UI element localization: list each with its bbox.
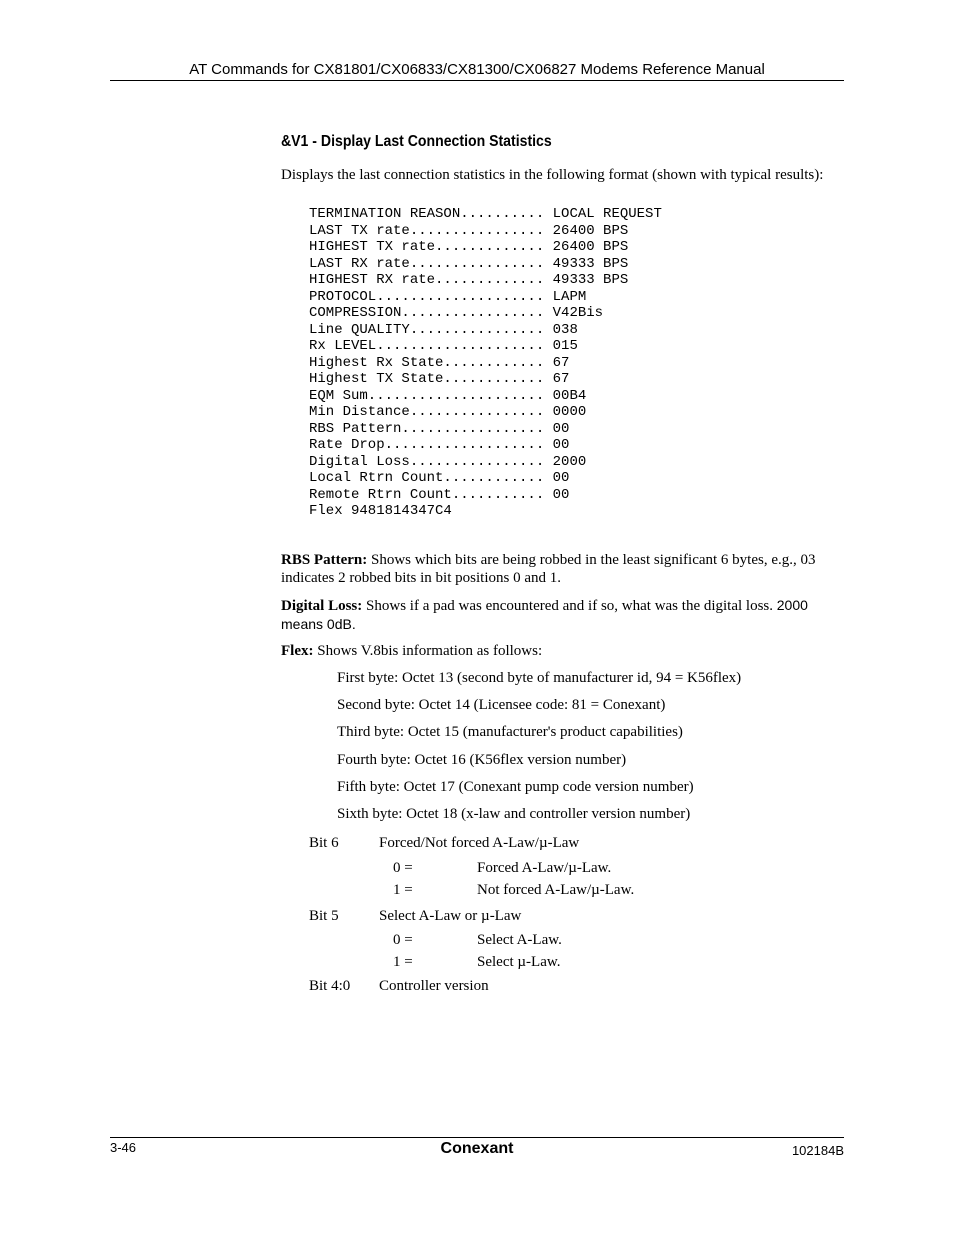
stat-line: Flex 9481814347C4 <box>309 503 452 519</box>
digital-loss-tail: 2000 means 0dB. <box>281 597 808 632</box>
stat-line: LAST RX rate................ 49333 BPS <box>309 255 629 272</box>
byte-item: Fourth byte: Octet 16 (K56flex version number) <box>337 752 627 768</box>
stat-line: Local Rtrn Count............ 00 <box>309 470 570 486</box>
footer-company: Conexant <box>440 1140 514 1157</box>
header-rule <box>110 80 844 81</box>
bit5-value-1: 1 = <box>393 954 413 970</box>
byte-item: First byte: Octet 13 (second byte of manufacturer id, 94 = K56flex) <box>337 670 742 686</box>
byte-item: Fifth byte: Octet 17 (Conexant pump code version number) <box>337 779 694 795</box>
flex-term: Flex: <box>281 643 314 659</box>
stat-line: HIGHEST RX rate............. 49333 BPS <box>309 272 629 288</box>
stat-line: EQM Sum..................... 00B4 <box>309 387 587 404</box>
digital-loss-text: Shows if a pad was encountered and if so, what was the digital loss. <box>362 598 777 614</box>
stat-line: RBS Pattern................. 00 <box>309 420 570 437</box>
stat-line: Rate Drop................... 00 <box>309 437 570 453</box>
digital-loss-paragraph <box>281 596 841 634</box>
stat-line: LAST TX rate................ 26400 BPS <box>309 222 629 239</box>
byte-item: Third byte: Octet 15 (manufacturer's product capabilities) <box>337 724 683 740</box>
stat-line: HIGHEST TX rate............. 26400 BPS <box>309 239 629 255</box>
bit5-value-0-desc: Select A-Law. <box>477 932 562 948</box>
bit6-value-1: 1 = <box>393 882 413 898</box>
stat-line: COMPRESSION................. V42Bis <box>309 305 604 321</box>
stat-line: PROTOCOL.................... LAPM <box>309 288 587 305</box>
stat-line: Rx LEVEL.................... 015 <box>309 338 578 354</box>
footer-doc-number: 102184B <box>791 1143 844 1158</box>
byte-item: Sixth byte: Octet 18 (x-law and controller version number) <box>337 806 691 822</box>
bit5-label: Bit 5 <box>309 908 339 924</box>
footer-rule <box>110 1137 844 1138</box>
stat-line: Min Distance................ 0000 <box>309 404 587 420</box>
rbs-pattern-text: Shows which bits are being robbed in the least significant 6 bytes, e.g., 03 indicates 2 robbed bits in bit positions 0 and 1. <box>281 552 816 586</box>
flex-text: Shows V.8bis information as follows: <box>313 643 543 659</box>
bit6-desc: Forced/Not forced A-Law/µ-Law <box>379 835 580 851</box>
stat-line: TERMINATION REASON.......... LOCAL REQUEST <box>309 206 662 222</box>
stats-block <box>309 206 662 520</box>
flex-paragraph <box>281 642 841 660</box>
rbs-pattern-term: RBS Pattern: <box>281 552 368 568</box>
bit6-label: Bit 6 <box>309 835 339 851</box>
page-header-title: AT Commands for CX81801/CX06833/CX81300/CX06827 Modems Reference Manual <box>189 61 765 78</box>
stat-line: Remote Rtrn Count........... 00 <box>309 486 570 503</box>
bit6-value-0: 0 = <box>393 860 413 876</box>
bit5-value-1-desc: Select µ-Law. <box>477 954 561 970</box>
stat-line: Digital Loss................ 2000 <box>309 453 587 470</box>
bit6-value-0-desc: Forced A-Law/µ-Law. <box>477 860 612 876</box>
bit40-desc: Controller version <box>379 978 489 994</box>
bit6-value-1-desc: Not forced A-Law/µ-Law. <box>477 882 635 898</box>
footer-page-number: 3-46 <box>110 1140 137 1155</box>
byte-item: Second byte: Octet 14 (Licensee code: 81 = Conexant) <box>337 697 666 713</box>
rbs-pattern-paragraph <box>281 551 841 587</box>
section-intro: Displays the last connection statistics in the following format (shown with typical results): <box>281 167 824 183</box>
digital-loss-term: Digital Loss: <box>281 598 363 614</box>
bit40-label: Bit 4:0 <box>309 978 351 994</box>
stat-line: Highest TX State............ 67 <box>309 371 570 387</box>
bit5-value-0: 0 = <box>393 932 413 948</box>
section-title: &V1 - Display Last Connection Statistics <box>281 133 552 150</box>
bit5-desc: Select A-Law or µ-Law <box>379 908 522 924</box>
stat-line: Highest Rx State............ 67 <box>309 354 570 371</box>
stat-line: Line QUALITY................ 038 <box>309 321 578 338</box>
